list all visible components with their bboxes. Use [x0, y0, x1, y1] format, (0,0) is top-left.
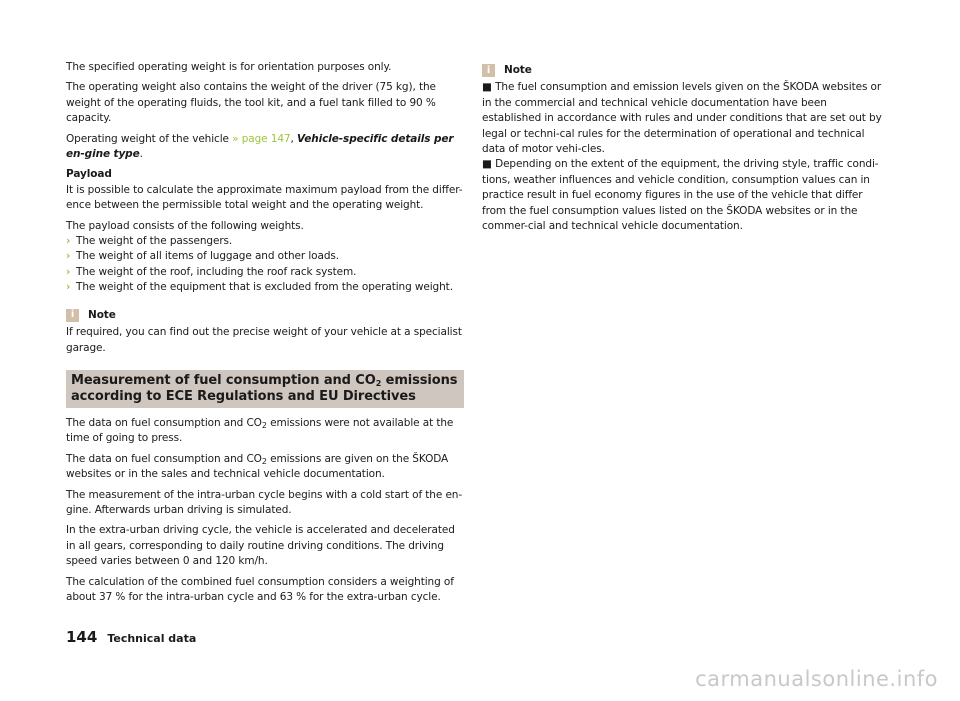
- payload-text: It is possible to calculate the approximate maximum payload from the differ-ence between the permissible total weight and the operating weight.: [66, 183, 463, 212]
- info-icon: i: [482, 64, 495, 77]
- list-item: › The weight of the passengers.: [66, 234, 464, 249]
- payload-heading: Payload: [66, 168, 112, 181]
- note-header: [66, 308, 464, 323]
- payload-list: [66, 234, 464, 296]
- list-item: › The weight of all items of luggage and other loads.: [66, 249, 464, 264]
- right-column: [482, 63, 882, 234]
- ref-sep: ,: [290, 132, 297, 145]
- ref-prefix: Operating weight of the vehicle: [66, 132, 233, 145]
- arrow-icon: ›: [66, 265, 71, 278]
- left-column: [66, 60, 464, 610]
- paragraph-extra-urban: In the extra-urban driving cycle, the vehicle is accelerated and decelerated in all gears, corresponding to daily routine driving conditions. The driving speed varies between 0 and 120 km/h.: [66, 524, 455, 568]
- note-header: [482, 63, 882, 78]
- paragraph-intra-urban: The measurement of the intra-urban cycle begins with a cold start of the en-gine. Afterwards urban driving is simulated.: [66, 488, 463, 516]
- info-icon: i: [66, 309, 79, 322]
- note-bullet: ■ Depending on the extent of the equipment, the driving style, traffic condi-tions, weather influences and vehicle condition, consumption values can in practice result in fuel economy figures in the use of the vehicle that differ from the fuel consumption values listed on the ŠKODA websites or in the commer-cial and technical vehicle documentation.: [482, 158, 879, 233]
- section-heading: Measurement of fuel consumption and $CO_2$ emissions according to ECE Regulations and EU Directives: [66, 370, 464, 408]
- page-footer: [66, 628, 196, 646]
- ref-italic: Vehicle-specific details per en-gine type: [66, 132, 454, 161]
- note-text: If required, you can find out the precise weight of your vehicle at a specialist garage.: [66, 326, 462, 354]
- paragraph-combined: The calculation of the combined fuel consumption considers a weighting of about 37 % for the intra-urban cycle and 63 % for the extra-urban cycle.: [66, 575, 454, 603]
- bullet-icon: ■: [482, 81, 492, 94]
- payload-intro: The payload consists of the following weights.: [66, 219, 304, 232]
- arrow-icon: ›: [66, 250, 71, 263]
- arrow-icon: ›: [66, 235, 71, 248]
- page-number: 144: [66, 628, 98, 646]
- ref-end: .: [139, 148, 143, 161]
- list-item: › The weight of the roof, including the roof rack system.: [66, 265, 464, 280]
- paragraph-vehicle-weight-ref: [66, 132, 464, 163]
- list-item: › The weight of the equipment that is excluded from the operating weight.: [66, 280, 464, 295]
- bullet-icon: ■: [482, 158, 492, 171]
- note-bullet: ■ The fuel consumption and emission levels given on the ŠKODA websites or in the commercial and technical vehicle documentation have been established in accordance with rules and under conditions that are set out by legal or techni-cal rules for the determination of operational and technical data of motor vehi-cles.: [482, 81, 882, 156]
- footer-section-title: Technical data: [107, 632, 197, 645]
- arrow-icon: ›: [66, 281, 71, 294]
- page-link[interactable]: » page 147: [232, 132, 291, 145]
- payload-block: [66, 167, 464, 213]
- note-title: Note: [504, 64, 532, 76]
- paragraph-data-source: The data on fuel consumption and $CO_2$ emissions are given on the ŠKODA websites or in the sales and technical vehicle documentation.: [66, 452, 449, 481]
- watermark: carmanualsonline.info: [695, 667, 938, 691]
- paragraph-data-unavailable: The data on fuel consumption and $CO_2$ emissions were not available at the time of going to press.: [66, 416, 454, 445]
- paragraph-operating-weight: The operating weight also contains the weight of the driver (75 kg), the weight of the operating fluids, the tool kit, and a fuel tank filled to 90 % capacity.: [66, 81, 436, 125]
- paragraph-orientation: The specified operating weight is for orientation purposes only.: [66, 61, 392, 73]
- note-title: Note: [88, 308, 116, 321]
